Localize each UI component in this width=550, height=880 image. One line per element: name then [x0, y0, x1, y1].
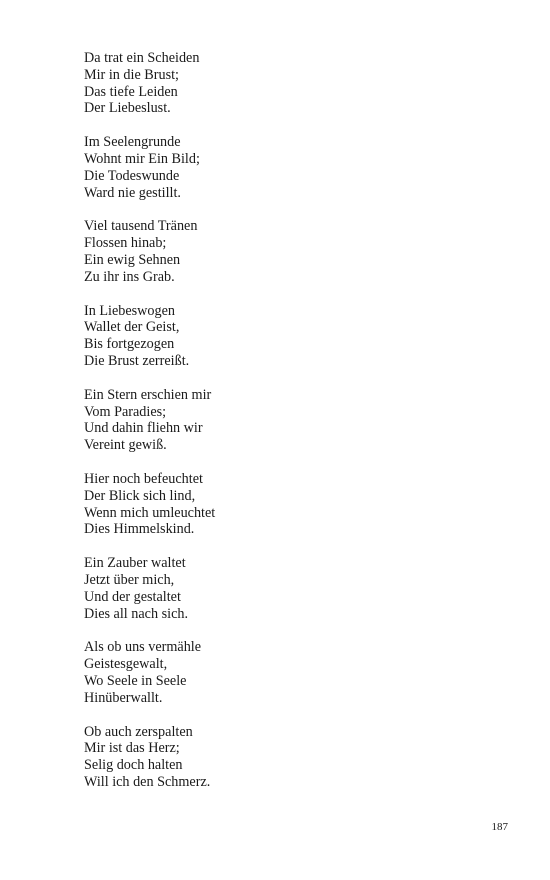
- poem-line: Das tiefe Leiden: [84, 83, 178, 100]
- stanza-1: [84, 50, 464, 117]
- poem-line: Wo Seele in Seele: [84, 672, 187, 689]
- poem: [84, 50, 464, 808]
- poem-line: Wohnt mir Ein Bild;: [84, 150, 200, 167]
- poem-line: Hinüberwallt.: [84, 689, 163, 706]
- poem-line: Mir ist das Herz;: [84, 740, 180, 757]
- stanza-7: [84, 555, 464, 622]
- poem-line: Wenn mich umleuchtet: [84, 504, 216, 521]
- poem-line: Zu ihr ins Grab.: [84, 268, 175, 285]
- stanza-8: [84, 639, 464, 706]
- poem-line: Ob auch zerspalten: [84, 723, 193, 740]
- poem-line: Flossen hinab;: [84, 235, 167, 252]
- poem-line: Da trat ein Scheiden: [84, 50, 200, 66]
- stanza-9: [84, 724, 464, 791]
- poem-line: Viel tausend Tränen: [84, 218, 198, 235]
- stanza-3: [84, 218, 464, 285]
- poem-line: Der Blick sich lind,: [84, 487, 196, 504]
- poem-line: In Liebeswogen: [84, 302, 176, 319]
- poem-line: Geistesgewalt,: [84, 656, 168, 673]
- stanza-2: [84, 134, 464, 201]
- poem-line: Vom Paradies;: [84, 403, 167, 420]
- stanza-6: [84, 471, 464, 538]
- poem-line: Hier noch befeuchtet: [84, 470, 203, 487]
- poem-line: Wallet der Geist,: [84, 319, 180, 336]
- stanza-4: [84, 303, 464, 370]
- stanza-5: [84, 387, 464, 454]
- poem-line: Im Seelengrunde: [84, 134, 181, 151]
- poem-line: Und der gestaltet: [84, 588, 181, 605]
- poem-line: Als ob uns vermähle: [84, 639, 202, 656]
- poem-line: Selig doch halten: [84, 757, 183, 774]
- poem-line: Ward nie gestillt.: [84, 184, 181, 201]
- poem-line: Und dahin fliehn wir: [84, 420, 203, 437]
- poem-line: Die Todeswunde: [84, 167, 180, 184]
- page-number: 187: [491, 821, 508, 833]
- poem-line: Ein Stern erschien mir: [84, 386, 212, 403]
- poem-line: Ein ewig Sehnen: [84, 251, 181, 268]
- poem-line: Ein Zauber waltet: [84, 555, 186, 572]
- poem-line: Mir in die Brust;: [84, 66, 179, 83]
- poem-line: Will ich den Schmerz.: [84, 773, 211, 790]
- poem-line: Dies all nach sich.: [84, 605, 189, 622]
- poem-line: Jetzt über mich,: [84, 571, 175, 588]
- poem-line: Die Brust zerreißt.: [84, 352, 190, 369]
- poem-line: Der Liebeslust.: [84, 100, 171, 117]
- poem-line: Dies Himmelskind.: [84, 521, 195, 538]
- poem-line: Vereint gewiß.: [84, 437, 167, 454]
- poem-line: Bis fortgezogen: [84, 336, 175, 353]
